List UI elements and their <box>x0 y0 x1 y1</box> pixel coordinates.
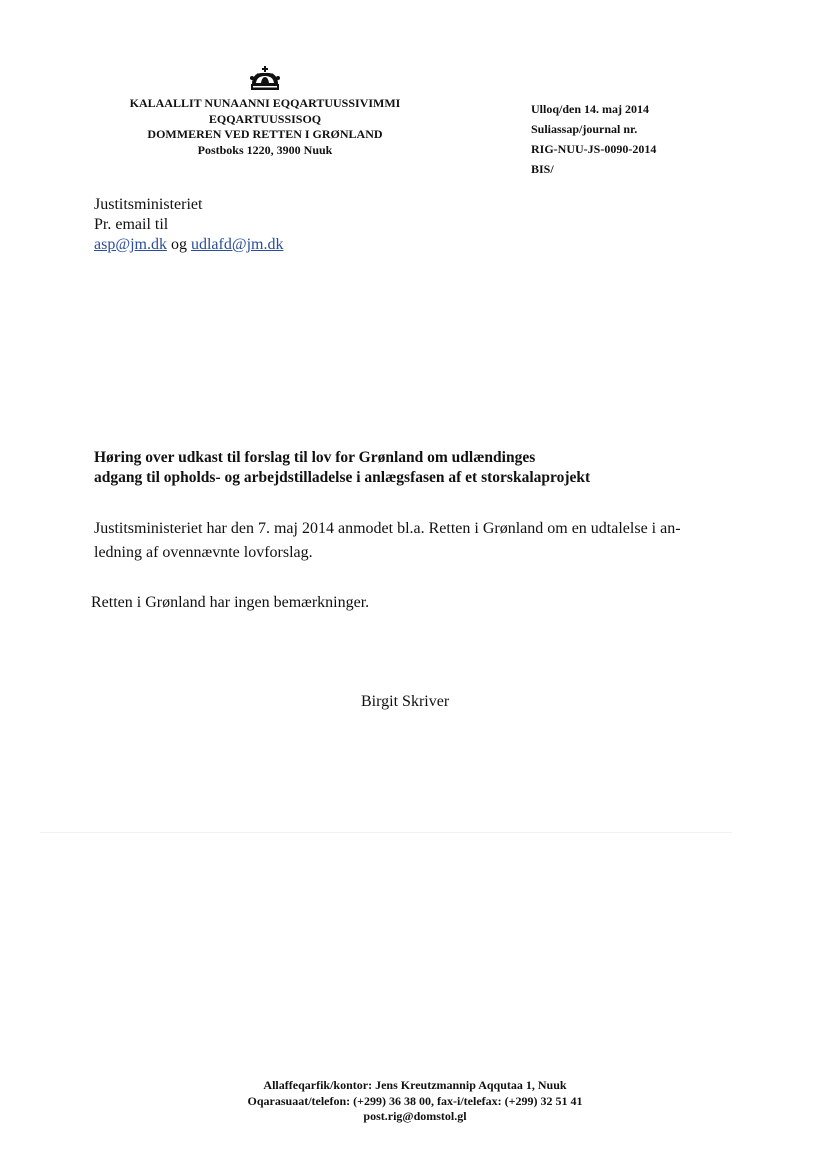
letter-subject <box>94 448 734 488</box>
footer-office-address: Allaffeqarfik/kontor: Jens Kreutzmannip Aqqutaa 1, Nuuk <box>263 1078 567 1092</box>
signature-name: Birgit Skriver <box>361 693 450 710</box>
court-title-greenlandic: EQQARTUUSSISOQ <box>208 111 322 126</box>
email-link-udlafd[interactable]: udlafd@jm.dk <box>190 236 284 253</box>
reference-block <box>531 99 731 179</box>
body-paragraph-2: Retten i Grønland har ingen bemærkninger. <box>91 594 370 611</box>
email-joiner: og <box>170 236 187 253</box>
subject-line-1: Høring over udkast til forslag til lov for Grønland om udlændinges <box>94 449 536 466</box>
footer-phone-fax: Oqarasuaat/telefon: (+299) 36 38 00, fax-i/telefax: (+299) 32 51 41 <box>247 1093 583 1108</box>
court-name-greenlandic: KALAALLIT NUNAANNI EQQARTUUSSIVIMMI <box>129 96 401 110</box>
body-paragraph-1 <box>94 517 744 565</box>
court-name-danish: DOMMEREN VED RETTEN I GRØNLAND <box>147 127 383 141</box>
crown-icon <box>248 66 282 92</box>
paragraph-1-line-1: Justitsministeriet har den 7. maj 2014 anmodet bl.a. Retten i Grønland om en udtalelse i an- <box>94 520 681 537</box>
recipient-name: Justitsministeriet <box>94 196 203 213</box>
recipient-via: Pr. email til <box>94 216 169 233</box>
subject-line-2: adgang til opholds- og arbejdstilladelse i anlægsfasen af et storskalaprojekt <box>94 469 591 486</box>
recipient-block <box>94 195 494 255</box>
letter-date: Ulloq/den 14. maj 2014 <box>531 102 650 116</box>
scan-divider <box>40 832 732 833</box>
footer-contact <box>160 1078 670 1125</box>
court-letterhead <box>100 96 430 158</box>
journal-label: Suliassap/journal nr. <box>531 122 638 136</box>
footer-email: post.rig@domstol.gl <box>363 1109 467 1123</box>
email-link-asp[interactable]: asp@jm.dk <box>94 236 167 253</box>
paragraph-1-line-2: ledning af ovennævnte lovforslag. <box>94 544 313 561</box>
recipient-emails <box>94 235 494 255</box>
court-postal-address: Postboks 1220, 3900 Nuuk <box>197 142 333 157</box>
case-initials: BIS/ <box>531 162 554 176</box>
journal-number: RIG-NUU-JS-0090-2014 <box>531 142 657 156</box>
